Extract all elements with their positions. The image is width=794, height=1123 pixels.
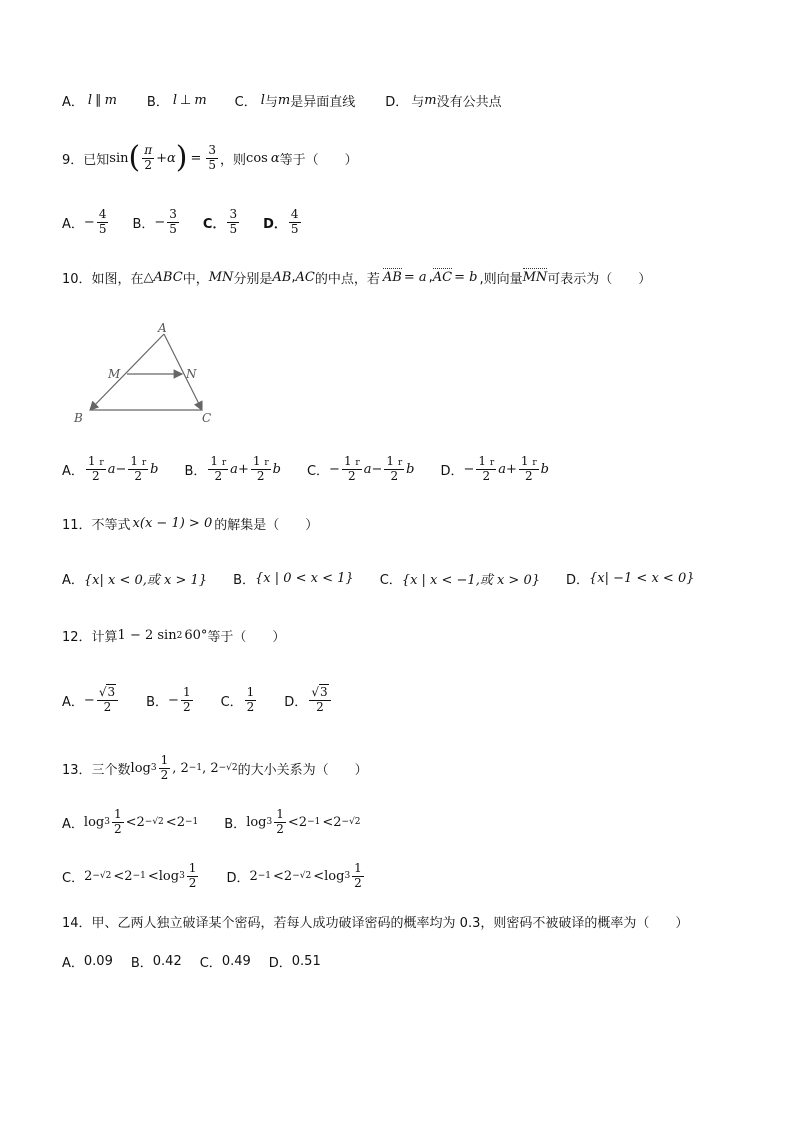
var-ac: AC — [295, 270, 315, 285]
q9-option-a[interactable] — [62, 208, 110, 237]
half — [342, 455, 362, 484]
base-two: 2 — [124, 868, 133, 884]
q12-option-b[interactable] — [146, 686, 194, 715]
text: 没有公共点 — [436, 95, 502, 110]
exponent: 2 — [176, 630, 183, 641]
base-two: 2 — [298, 814, 308, 830]
q10-options — [62, 449, 549, 489]
vector-ab: AB — [382, 270, 402, 285]
comma: , — [291, 270, 296, 285]
one-half — [187, 862, 199, 891]
log-base: 3 — [104, 817, 110, 827]
vector-mn: MN — [522, 270, 548, 285]
radicand: 3 — [107, 684, 116, 699]
half — [251, 455, 271, 484]
denominator: 2 — [134, 468, 143, 483]
option-value: 0.09 — [83, 954, 113, 969]
plus-alpha: +α — [156, 150, 176, 166]
q12-option-d[interactable] — [284, 686, 332, 715]
base-two: 2 — [283, 868, 293, 884]
exponent: −√2 — [292, 871, 312, 881]
denominator: 2 — [160, 767, 169, 782]
option-label: A． — [62, 573, 84, 588]
base-two: 2 — [84, 868, 93, 884]
numerator: 1 — [87, 453, 96, 468]
denominator: 2 — [113, 821, 122, 836]
denominator: 2 — [482, 468, 491, 483]
half — [208, 455, 228, 484]
denominator: 2 — [103, 699, 112, 714]
option-value: 0.51 — [291, 954, 321, 969]
radicand: 3 — [319, 684, 328, 699]
numerator: 3 — [208, 142, 217, 157]
operator: − — [371, 461, 383, 477]
label-c: C — [202, 411, 212, 425]
text: 中， — [182, 272, 209, 287]
question-number: 10．如图，在 — [62, 272, 144, 287]
fraction — [227, 208, 239, 237]
q13-stem — [62, 748, 368, 788]
q14-option-c[interactable] — [200, 952, 251, 971]
sign: − — [329, 461, 340, 477]
q11-option-a[interactable] — [62, 569, 207, 588]
less-than: < — [165, 814, 177, 830]
sign: − — [154, 214, 166, 230]
denominator: 2 — [348, 468, 356, 483]
equals: = — [190, 150, 202, 166]
var-m: m — [424, 93, 437, 108]
less-than: < — [273, 868, 284, 884]
pi-over-2 — [142, 144, 154, 173]
option-label: B． — [184, 463, 207, 479]
vector-mark: r — [264, 457, 269, 468]
q10-option-c[interactable] — [307, 455, 415, 484]
denominator: 5 — [98, 221, 107, 236]
base-two: 2 — [333, 814, 342, 830]
less-than: < — [287, 814, 299, 830]
text: 等于（ ） — [207, 630, 286, 645]
base-two: 2 — [249, 868, 258, 884]
q11-options — [62, 569, 694, 588]
var-l: l — [87, 93, 93, 108]
triangle-figure — [70, 318, 230, 428]
vector-mark: r — [489, 457, 495, 468]
numerator: 1 — [386, 453, 395, 468]
half — [519, 455, 539, 484]
option-text: {x| x < 0,或 x > 1} — [83, 573, 208, 588]
option-label: C． — [202, 216, 226, 232]
vec-a: a — [230, 461, 238, 477]
one-half — [112, 808, 124, 837]
vector-mark: r — [99, 457, 104, 468]
q8-option-a[interactable] — [62, 91, 117, 110]
q9-stem — [62, 138, 358, 178]
question-number: 13．三个数 — [62, 762, 131, 778]
q11-option-d[interactable] — [566, 569, 694, 588]
denominator: 2 — [182, 699, 191, 714]
operator: + — [505, 461, 517, 477]
right-paren: ) — [175, 140, 188, 175]
q12-option-c[interactable] — [221, 686, 259, 715]
vector-mark: r — [397, 457, 403, 468]
one-half — [352, 862, 364, 891]
denominator: 2 — [316, 699, 324, 714]
triangle-symbol: △ — [143, 270, 154, 285]
vec-b: b — [406, 461, 415, 477]
exponent: −1 — [307, 817, 321, 827]
numerator: 3 — [229, 206, 238, 221]
text: ，则 — [220, 152, 247, 168]
sign: − — [463, 461, 475, 477]
option-label: A． — [62, 694, 84, 710]
q12-option-a[interactable] — [62, 686, 120, 715]
q10-option-a[interactable] — [62, 455, 158, 484]
numerator: 4 — [290, 206, 299, 221]
option-value: 0.49 — [221, 954, 251, 969]
option-label: A． — [62, 816, 84, 832]
option-label: A． — [62, 95, 84, 110]
numerator: 1 — [276, 806, 284, 821]
log-base: 3 — [179, 871, 185, 881]
numerator: 1 — [160, 752, 169, 767]
denominator: 5 — [169, 221, 177, 236]
exponent: −√2 — [92, 871, 112, 881]
q11-option-b[interactable] — [233, 569, 354, 588]
half — [86, 455, 106, 484]
question-text: 14．甲、乙两人独立破译某个密码，若每人成功破译密码的概率均为 0.3，则密码不被破译的概率为（ ） — [62, 916, 689, 931]
q14-option-d[interactable] — [269, 952, 321, 971]
q11-stem — [62, 514, 318, 533]
half — [128, 455, 148, 484]
q12-stem — [62, 626, 285, 645]
cos-func: cos — [246, 150, 268, 166]
log-func: log — [246, 814, 267, 830]
denominator: 2 — [144, 157, 152, 172]
log-func: log — [83, 814, 105, 830]
one-half — [274, 808, 286, 837]
option-value: 0.42 — [152, 954, 182, 969]
perpendicular-symbol: ⊥ — [180, 93, 192, 108]
label-b: B — [74, 411, 83, 425]
q9-options — [62, 202, 303, 242]
operator: + — [237, 461, 249, 477]
numerator: 3 — [169, 206, 177, 221]
q10-stem — [62, 268, 651, 287]
less-than: < — [313, 868, 325, 884]
label-n: N — [186, 367, 197, 381]
denominator: 2 — [524, 468, 533, 483]
var-m: m — [104, 93, 117, 108]
log-func: log — [158, 868, 180, 884]
one-half — [159, 754, 171, 783]
base-two: 2 — [136, 814, 145, 830]
less-than: < — [113, 868, 125, 884]
numerator: 4 — [98, 206, 107, 221]
option-label: D． — [263, 216, 287, 232]
option-label: D． — [268, 956, 292, 971]
q14-stem — [62, 912, 688, 931]
text: 分别是 — [233, 272, 273, 287]
denominator: 2 — [214, 468, 223, 483]
var-abc: ABC — [153, 270, 183, 285]
label-m: M — [108, 367, 121, 381]
option-label: D． — [226, 870, 250, 886]
var-l: l — [260, 93, 265, 108]
q8-option-d[interactable] — [385, 91, 501, 110]
text: 是异面直线 — [290, 95, 356, 110]
q14-option-a[interactable] — [62, 952, 113, 971]
q14-option-b[interactable] — [131, 952, 182, 971]
option-label: D． — [566, 573, 590, 588]
option-label: A． — [62, 956, 84, 971]
exponent: −√2 — [341, 817, 361, 827]
fraction: $\frac{√3}{2}$ — [97, 686, 118, 715]
numerator: 1 — [188, 860, 197, 875]
inequality: x(x − 1) > 0 — [132, 516, 213, 531]
option-label: B． — [132, 216, 155, 232]
q9-option-c[interactable] — [203, 208, 241, 237]
option-label: B． — [224, 816, 247, 832]
exponent: −1 — [257, 871, 272, 881]
numerator: 1 — [130, 453, 138, 468]
option-label: C． — [306, 463, 330, 479]
half — [384, 455, 404, 484]
fraction: $\frac{√3}{2}$ — [309, 686, 330, 715]
text: ,则向量 — [479, 272, 523, 287]
option-text: {x| −1 < x < 0} — [589, 571, 695, 586]
exponent: −√2 — [218, 763, 238, 773]
option-label: C． — [199, 956, 222, 971]
label-a: A — [158, 321, 167, 335]
q13-options-cd — [62, 856, 366, 896]
q13-option-b[interactable] — [224, 808, 360, 837]
numerator: 1 — [343, 453, 352, 468]
sign: − — [83, 692, 95, 708]
vector-mark: r — [532, 457, 537, 468]
numerator: 1 — [182, 684, 191, 699]
q10-option-b[interactable] — [184, 455, 280, 484]
denominator: 2 — [246, 699, 255, 714]
exponent: −1 — [132, 871, 146, 881]
log-base: 3 — [266, 817, 273, 827]
numerator: 1 — [252, 453, 261, 468]
denominator: 5 — [229, 221, 238, 236]
eq-a: = a — [403, 270, 427, 285]
fraction — [97, 208, 109, 237]
fraction — [289, 208, 301, 237]
q9-option-d[interactable] — [263, 208, 302, 237]
denominator: 2 — [188, 875, 197, 890]
text: 等于（ ） — [279, 152, 358, 168]
sign: − — [83, 214, 95, 230]
option-label: B． — [130, 956, 153, 971]
parallel-symbol: ∥ — [95, 93, 102, 108]
numerator: 1 — [478, 453, 487, 468]
base-two: 2 — [176, 814, 185, 830]
vector-mark: r — [141, 457, 147, 468]
sign: − — [168, 692, 179, 708]
q11-option-c[interactable] — [380, 569, 540, 588]
option-text: {x | x < −1,或 x > 0} — [401, 573, 540, 588]
denominator: 2 — [390, 468, 399, 483]
option-label: A． — [62, 216, 84, 232]
numerator: 1 — [520, 453, 529, 468]
numerator: 1 — [354, 860, 362, 875]
denominator: 5 — [208, 157, 217, 172]
fraction — [167, 208, 179, 237]
log-func: log — [324, 868, 345, 884]
option-label: B． — [233, 573, 255, 588]
sin-func: sin — [109, 150, 129, 166]
denominator: 2 — [354, 875, 362, 890]
vector-mark: r — [355, 457, 360, 468]
option-label: D． — [284, 694, 308, 710]
text: 可表示为（ ） — [547, 272, 652, 287]
exponent: −1 — [184, 817, 199, 827]
q10-option-d[interactable] — [441, 455, 549, 484]
var-m: m — [194, 93, 207, 108]
option-label: C． — [379, 573, 402, 588]
q9-option-b[interactable] — [132, 208, 180, 237]
text: 与 — [411, 95, 425, 110]
log-base: 3 — [344, 871, 351, 881]
option-label: C． — [220, 694, 243, 710]
var-mn: MN — [208, 270, 234, 285]
option-label: B． — [146, 95, 169, 110]
option-label: B． — [146, 694, 169, 710]
text: 的解集是（ ） — [214, 518, 319, 533]
denominator: 2 — [276, 821, 284, 836]
left-paren: ( — [128, 140, 141, 175]
half — [476, 455, 496, 484]
option-label: C． — [234, 95, 257, 110]
comma: , — [428, 270, 433, 285]
denominator: 5 — [290, 221, 299, 236]
numerator: 1 — [113, 806, 122, 821]
denominator: 2 — [91, 468, 100, 483]
option-text: {x | 0 < x < 1} — [255, 571, 354, 586]
less-than: < — [147, 868, 159, 884]
q14-options — [62, 952, 321, 971]
q13-option-d[interactable] — [226, 862, 365, 891]
question-number: 11．不等式 — [62, 518, 131, 533]
q13-options-ab — [62, 802, 361, 842]
fraction — [181, 686, 193, 715]
expression: 1 − 2 sin — [117, 628, 177, 643]
vec-a: a — [107, 461, 116, 477]
numerator: 1 — [246, 684, 255, 699]
q8-option-b[interactable] — [147, 91, 207, 110]
text: 的中点，若 — [314, 272, 380, 287]
eq-b: = b — [454, 270, 478, 285]
vector-mark: r — [221, 457, 227, 468]
text: 的大小关系为（ ） — [237, 762, 368, 778]
log-func: log — [130, 760, 151, 776]
denominator: 2 — [256, 468, 265, 483]
numerator: 1 — [210, 453, 219, 468]
vec-a: a — [498, 461, 506, 477]
q8-option-c[interactable] — [235, 91, 356, 110]
fraction — [245, 686, 257, 715]
less-than: < — [322, 814, 334, 830]
term: , 2 — [172, 760, 189, 776]
vec-b: b — [540, 461, 549, 477]
side-ab — [90, 334, 164, 410]
angle: 60° — [184, 628, 208, 643]
q12-options — [62, 680, 333, 720]
three-fifths — [206, 144, 218, 173]
option-label: D． — [440, 463, 464, 479]
less-than: < — [125, 814, 137, 830]
text: 与 — [264, 95, 278, 110]
question-number: 9．已知 — [62, 152, 110, 168]
question-number: 12．计算 — [62, 630, 118, 645]
vec-b: b — [150, 461, 159, 477]
exponent: −√2 — [144, 817, 164, 827]
q13-option-c[interactable] — [62, 862, 200, 891]
option-label: C． — [62, 870, 85, 886]
vec-a: a — [363, 461, 372, 477]
term: , 2 — [202, 760, 219, 776]
var-ab: AB — [272, 270, 292, 285]
vector-ac: AC — [432, 270, 453, 285]
var-alpha: α — [270, 150, 280, 166]
vec-b: b — [272, 461, 281, 477]
var-m: m — [277, 93, 291, 108]
log-base: 3 — [150, 763, 157, 773]
option-label: A． — [62, 463, 84, 479]
option-label: D． — [385, 95, 409, 110]
q13-option-a[interactable] — [62, 808, 198, 837]
operator: − — [115, 461, 127, 477]
exponent: −1 — [188, 763, 203, 773]
var-l: l — [172, 93, 177, 108]
q8-options — [62, 91, 502, 110]
numerator: π — [144, 142, 153, 157]
